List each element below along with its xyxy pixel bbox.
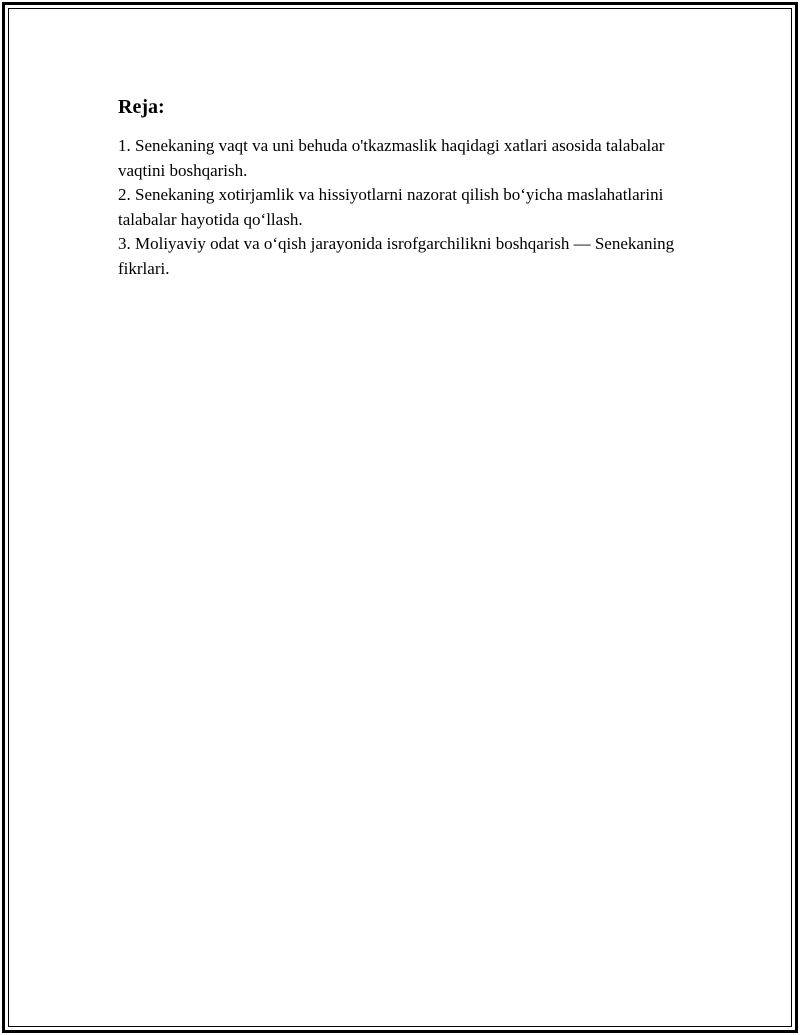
- plan-heading: Reja:: [118, 96, 165, 118]
- plan-item-2: 2. Senekaning xotirjamlik va hissiyotlarni nazorat qilish bo‘yicha maslahatlarini talabalar hayotida qo‘llash.: [118, 185, 664, 229]
- plan-item-1: 1. Senekaning vaqt va uni behuda o'tkazmaslik haqidagi xatlari asosida talabalar vaqtini boshqarish.: [118, 136, 665, 180]
- plan-item-3: 3. Moliyaviy odat va o‘qish jarayonida isrofgarchilikni boshqarish — Senekaning fikrlari.: [118, 234, 675, 278]
- document-content: [118, 94, 678, 281]
